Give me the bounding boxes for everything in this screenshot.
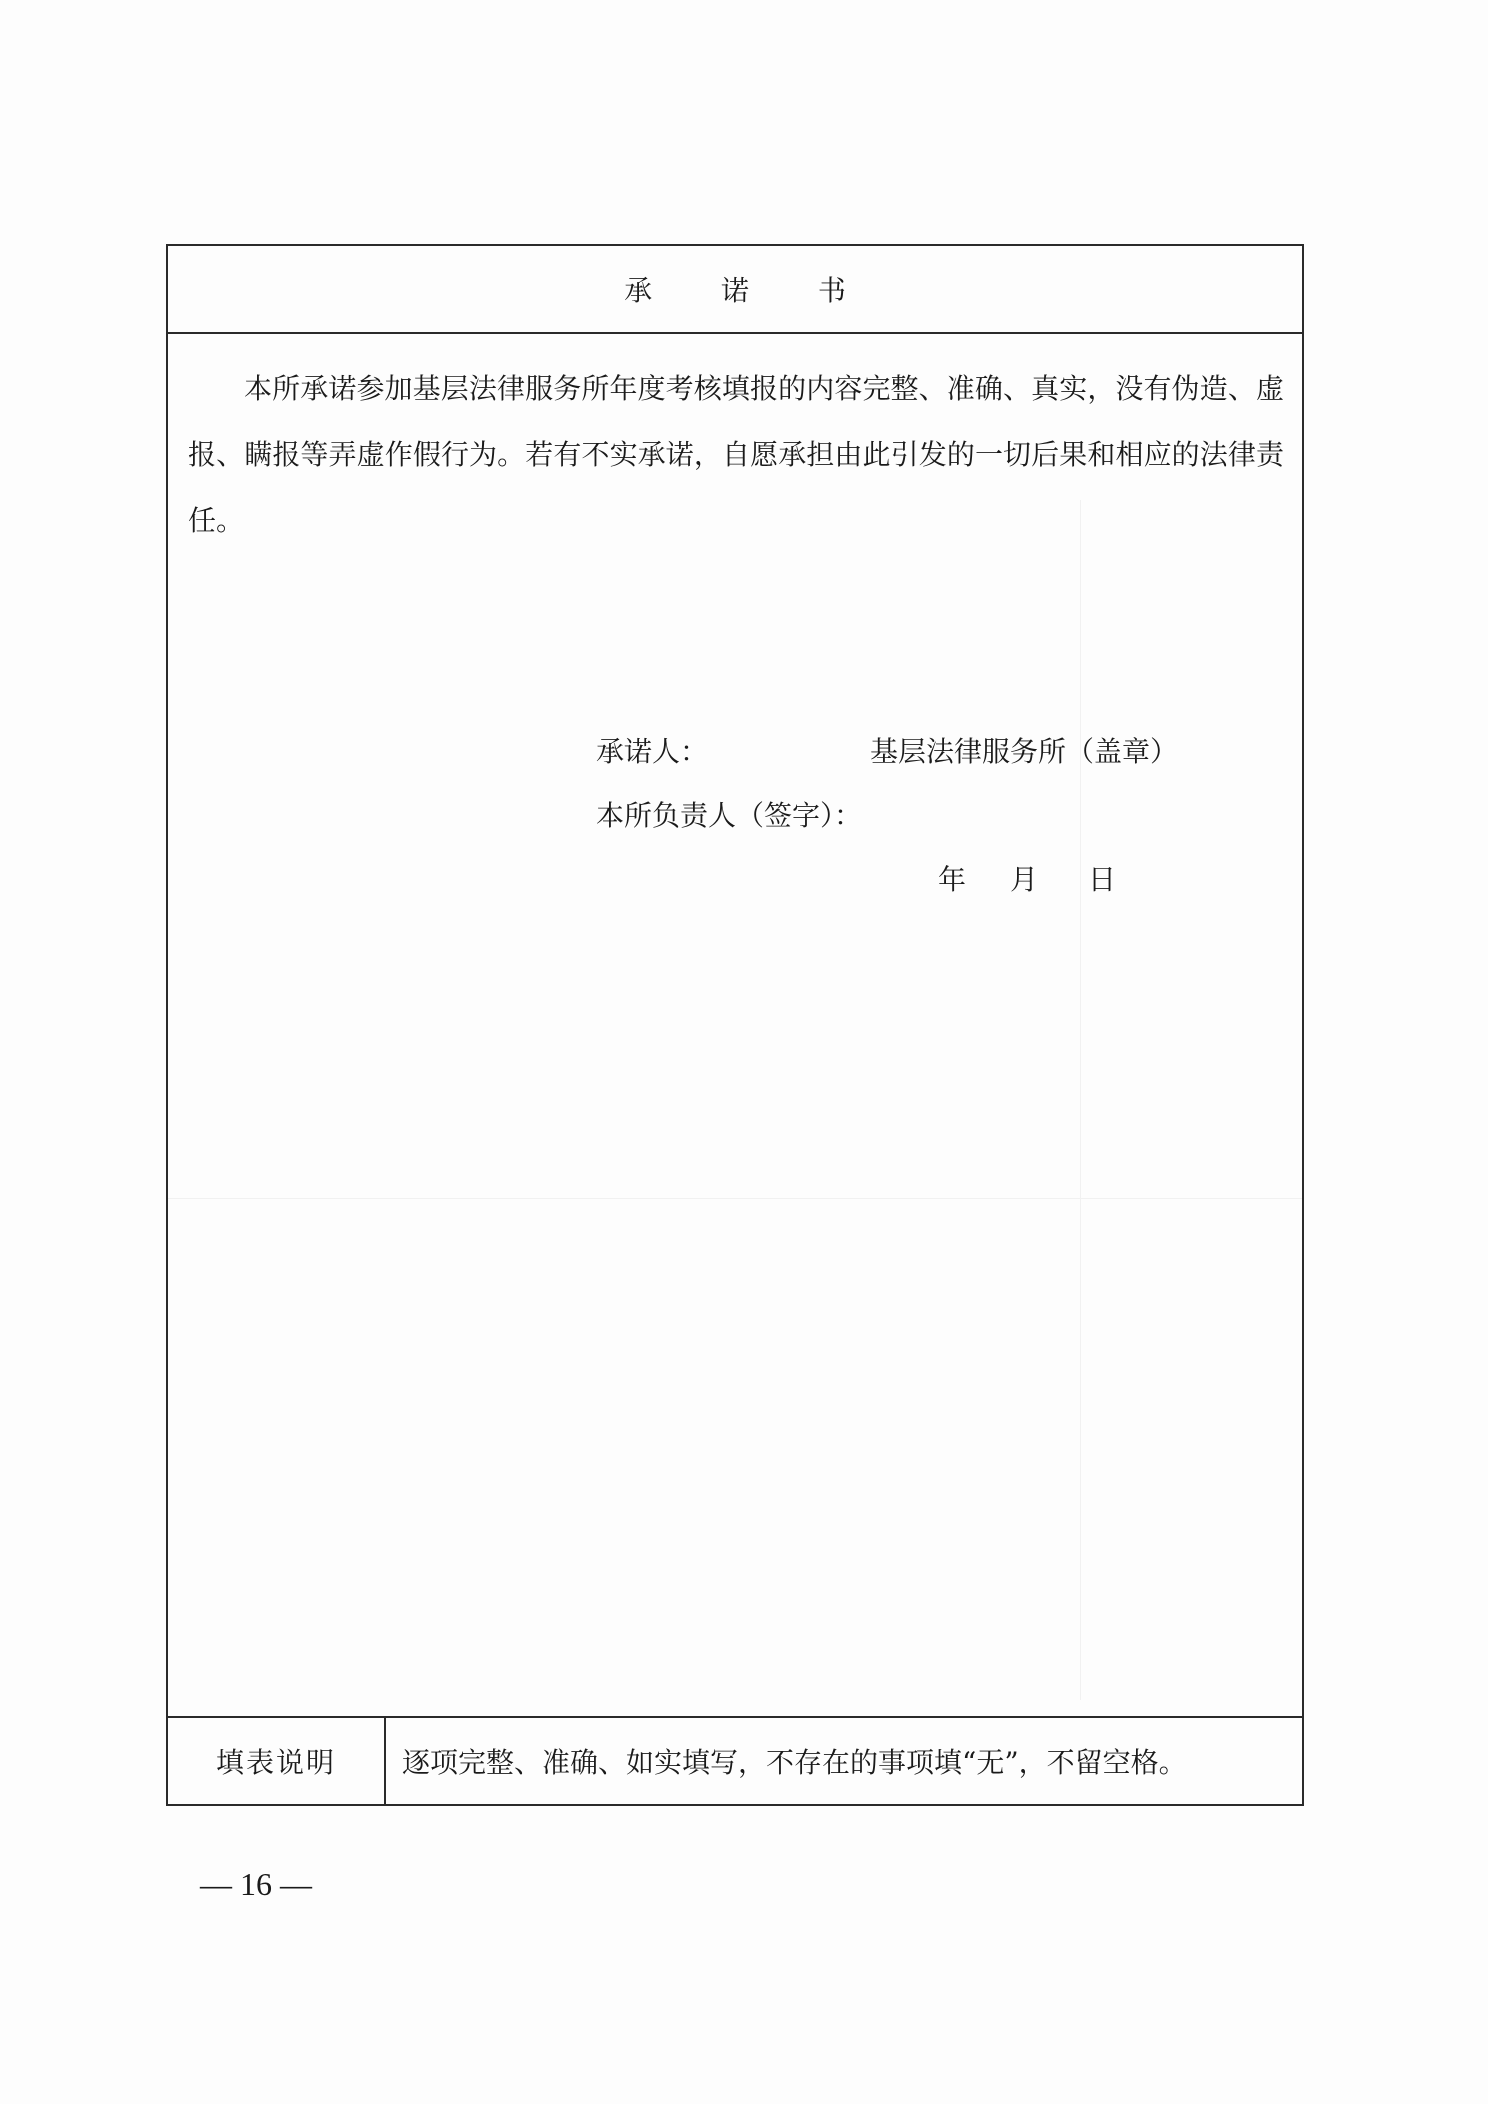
head-signature-label: 本所负责人（签字）： [596,799,863,832]
date-year-label: 年 [938,863,967,896]
office-seal-label: 基层法律服务所（盖章） [870,735,1179,768]
form-title: 承 诺 书 [624,274,876,307]
date-day-label: 日 [1088,863,1117,896]
notes-label: 填表说明 [168,1718,386,1804]
date-month-label: 月 [1010,863,1039,896]
pledge-paragraph: 本所承诺参加基层法律服务所年度考核填报的内容完整、准确、真实，没有伪造、虚报、瞒报等弄虚作假行为。若有不实承诺，自愿承担由此引发的一切后果和相应的法律责任。 [188,372,1284,537]
notes-content: 逐项完整、准确、如实填写，不存在的事项填“无”，不留空格。 [402,1746,1187,1779]
title-row [168,246,1302,334]
page-number: — 16 — [200,1866,312,1902]
pledge-form-table [166,244,1304,1806]
pledger-label: 承诺人： [596,735,709,768]
notes-row [168,1716,1302,1804]
